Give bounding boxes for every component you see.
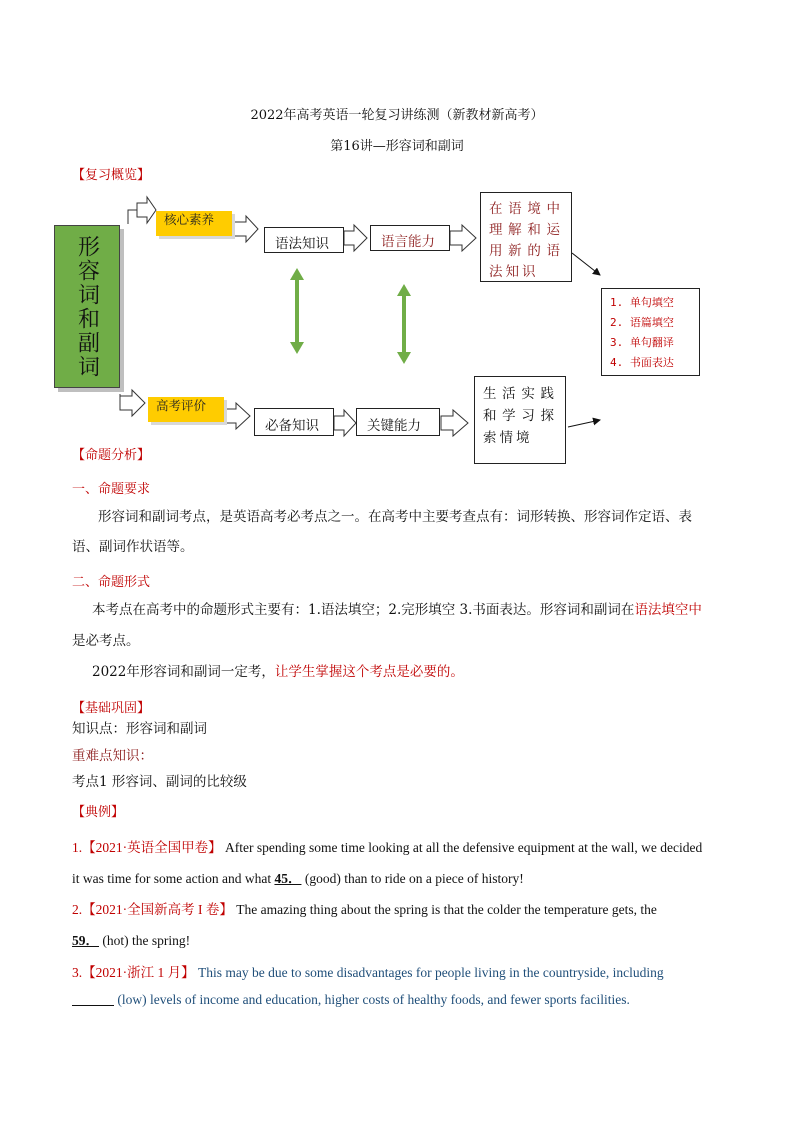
example-1-line1: 1.【2021·英语全国甲卷】 After spending some time looking at all the defensive equipment at the wall, we decided <box>72 840 703 855</box>
double-arrow-icon <box>290 268 304 354</box>
format-line2: 是必考点。 <box>72 633 140 649</box>
key-knowledge-label: 重难点知识： <box>72 748 153 764</box>
requirements-line1: 形容词和副词考点，是英语高考必考点之一。在高考中主要考查点有：词形转换、形容词作定语、表 <box>98 509 692 525</box>
overview-heading: 【复习概览】 <box>72 168 151 183</box>
arrow-icon <box>334 410 356 436</box>
answer-blank[interactable] <box>72 992 114 1006</box>
answer-blank[interactable]: 59． <box>72 933 99 948</box>
format-heading: 二、命题形式 <box>72 575 151 590</box>
arrow-icon <box>224 403 250 429</box>
analysis-heading: 【命题分析】 <box>72 448 151 463</box>
language-ability-box: 语言能力 <box>370 225 450 251</box>
examples-heading: 【典例】 <box>72 805 125 820</box>
essential-knowledge-box: 必备知识 <box>254 408 334 436</box>
arrow-icon <box>568 420 600 427</box>
main-topic-label: 形容词和副词 <box>74 234 100 379</box>
example-2-line2: 59． (hot) the spring! <box>72 929 190 949</box>
list-item: 2. 语篇填空 <box>610 316 674 329</box>
core-literacy-label: 核心素养 <box>156 211 232 236</box>
knowledge-point: 知识点：形容词和副词 <box>72 721 207 737</box>
example-3-line1: 3.【2021·浙江 1 月】 This may be due to some disadvantages for people living in the countryside, including <box>72 965 664 980</box>
requirements-heading: 一、命题要求 <box>72 482 151 497</box>
example-2-line1: 2.【2021·全国新高考 I 卷】 The amazing thing about the spring is that the colder the temperature gets, the <box>72 902 657 917</box>
format-line3: 2022年形容词和副词一定考，让学生掌握这个考点是必要的。 <box>92 664 464 680</box>
apply-in-context-box: 在语境中理解和运用新的语法知识 <box>480 192 572 282</box>
list-item: 1. 单句填空 <box>610 296 674 309</box>
document-title: 2022年高考英语一轮复习讲练测（新教材新高考） <box>250 108 544 123</box>
double-arrow-icon <box>397 284 411 364</box>
exam-evaluation-label: 高考评价 <box>148 397 224 422</box>
exam-point-1: 考点1 形容词、副词的比较级 <box>72 774 247 790</box>
example-3-line2: (low) levels of income and education, higher costs of healthy foods, and fewer sports facilities. <box>72 992 630 1008</box>
life-context-box: 生活实践和学习探索情境 <box>474 376 566 464</box>
lecture-subtitle: 第16讲—形容词和副词 <box>330 139 464 154</box>
example-1-line2: it was time for some action and what 45． (good) than to ride on a piece of history! <box>72 867 524 887</box>
arrow-icon <box>120 390 145 416</box>
requirements-line2: 语、副词作状语等。 <box>72 539 194 555</box>
answer-blank[interactable]: 45． <box>274 871 302 886</box>
list-item: 4. 书面表达 <box>610 356 674 369</box>
arrow-icon <box>234 216 258 242</box>
grammar-knowledge-box: 语法知识 <box>264 227 344 253</box>
basics-heading: 【基础巩固】 <box>72 701 151 716</box>
key-ability-box: 关键能力 <box>356 408 440 436</box>
arrow-icon <box>572 253 600 275</box>
question-type-list <box>601 288 700 376</box>
list-item: 3. 单句翻译 <box>610 336 674 349</box>
arrow-icon <box>344 225 367 251</box>
arrow-icon <box>137 197 156 223</box>
arrow-icon <box>450 225 476 251</box>
arrow-icon <box>441 410 468 436</box>
format-line1: 本考点在高考中的命题形式主要有：1.语法填空；2.完形填空 3.书面表达。形容词和副词在语法填空中 <box>92 602 702 618</box>
